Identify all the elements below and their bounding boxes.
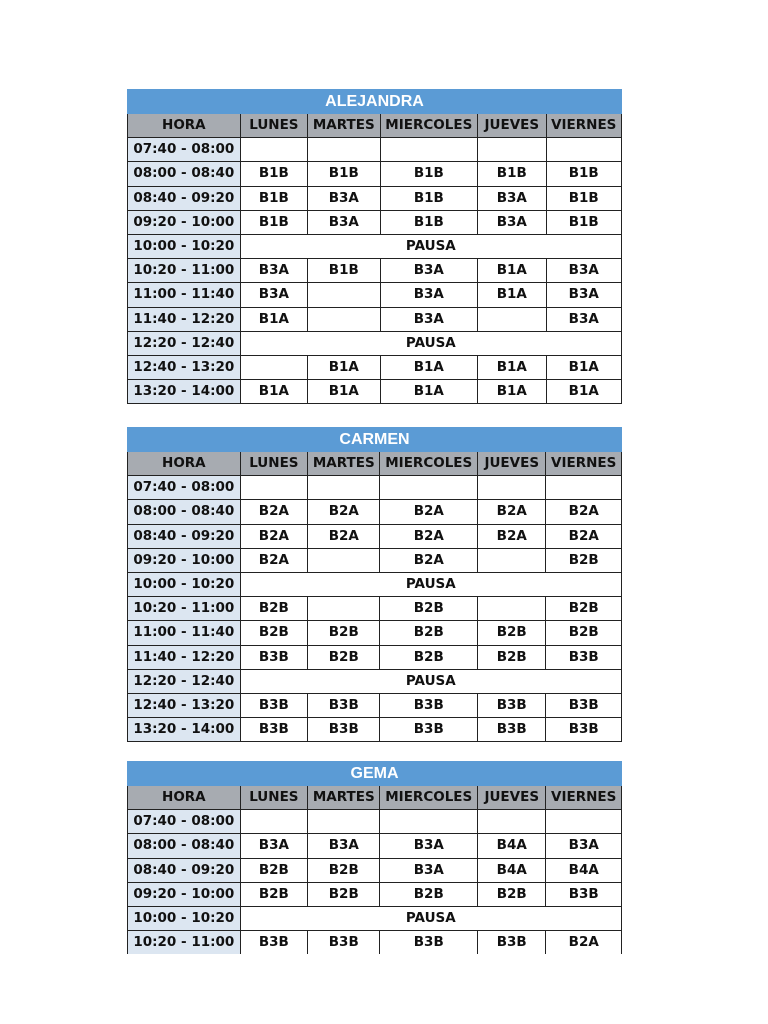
group-cell: B2B <box>240 621 307 645</box>
pause-row <box>128 331 622 355</box>
table-row <box>128 524 622 548</box>
group-cell: B2B <box>240 882 307 906</box>
group-cell: B3B <box>478 693 546 717</box>
pause-row <box>128 572 622 596</box>
time-cell: 12:40 - 13:20 <box>128 693 241 717</box>
table-title-row <box>128 762 622 786</box>
group-cell <box>546 810 622 834</box>
group-cell: B1A <box>240 380 307 404</box>
group-cell: B3B <box>308 693 380 717</box>
time-cell: 11:00 - 11:40 <box>128 283 241 307</box>
group-cell <box>546 476 622 500</box>
pause-cell: PAUSA <box>240 234 621 258</box>
pause-row <box>128 234 622 258</box>
time-cell: 11:00 - 11:40 <box>128 621 241 645</box>
column-header: MIERCOLES <box>380 452 478 476</box>
table-row <box>128 548 622 572</box>
group-cell: B4A <box>478 834 546 858</box>
group-cell: B3B <box>240 645 307 669</box>
time-cell: 12:20 - 12:40 <box>128 669 241 693</box>
table-row <box>128 355 622 379</box>
time-cell: 07:40 - 08:00 <box>128 476 241 500</box>
table-row <box>128 283 622 307</box>
group-cell: B3B <box>240 693 307 717</box>
group-cell <box>308 597 380 621</box>
group-cell: B2B <box>380 645 478 669</box>
group-cell: B1A <box>478 283 546 307</box>
time-cell: 12:40 - 13:20 <box>128 355 241 379</box>
time-cell: 10:20 - 11:00 <box>128 597 241 621</box>
time-cell: 12:20 - 12:40 <box>128 331 241 355</box>
page-cutoff <box>0 954 768 1024</box>
pause-cell: PAUSA <box>240 906 621 930</box>
column-header: VIERNES <box>546 452 622 476</box>
table-row <box>128 693 622 717</box>
group-cell: B2B <box>478 882 546 906</box>
group-cell: B2B <box>380 621 478 645</box>
pause-cell: PAUSA <box>240 572 621 596</box>
group-cell: B3B <box>240 931 307 955</box>
group-cell: B1B <box>308 162 380 186</box>
group-cell: B2B <box>478 621 546 645</box>
table-row <box>128 931 622 955</box>
group-cell: B3B <box>308 931 380 955</box>
time-cell: 08:00 - 08:40 <box>128 162 241 186</box>
time-cell: 10:00 - 10:20 <box>128 572 241 596</box>
group-cell: B2B <box>546 597 622 621</box>
group-cell: B4A <box>478 858 546 882</box>
group-cell: B3B <box>546 693 622 717</box>
group-cell: B3A <box>380 259 478 283</box>
group-cell: B1A <box>380 380 478 404</box>
group-cell: B1B <box>546 210 622 234</box>
group-cell <box>308 138 380 162</box>
group-cell: B1A <box>478 355 546 379</box>
table-row <box>128 138 622 162</box>
group-cell: B1A <box>308 380 380 404</box>
teacher-name: ALEJANDRA <box>128 90 622 114</box>
group-cell: B1B <box>478 162 546 186</box>
table-title-row <box>128 428 622 452</box>
column-header: HORA <box>128 452 241 476</box>
time-cell: 11:40 - 12:20 <box>128 307 241 331</box>
time-cell: 10:00 - 10:20 <box>128 906 241 930</box>
group-cell: B1B <box>380 210 478 234</box>
table-row <box>128 476 622 500</box>
table-row <box>128 858 622 882</box>
group-cell: B1B <box>240 162 307 186</box>
table-row <box>128 834 622 858</box>
teacher-name: CARMEN <box>128 428 622 452</box>
group-cell: B3A <box>240 283 307 307</box>
group-cell: B2A <box>380 548 478 572</box>
table-row <box>128 621 622 645</box>
time-cell: 13:20 - 14:00 <box>128 380 241 404</box>
table-row <box>128 307 622 331</box>
group-cell <box>478 548 546 572</box>
group-cell <box>478 810 546 834</box>
column-header: LUNES <box>240 452 307 476</box>
time-cell: 08:40 - 09:20 <box>128 858 241 882</box>
column-header: MARTES <box>308 114 380 138</box>
column-header: VIERNES <box>546 786 622 810</box>
group-cell: B1B <box>240 210 307 234</box>
group-cell: B2A <box>380 500 478 524</box>
column-header: LUNES <box>240 114 307 138</box>
time-cell: 10:20 - 11:00 <box>128 259 241 283</box>
time-cell: 09:20 - 10:00 <box>128 210 241 234</box>
group-cell: B3B <box>240 718 307 742</box>
group-cell <box>546 138 622 162</box>
group-cell: B3B <box>546 882 622 906</box>
group-cell: B3A <box>478 186 546 210</box>
group-cell: B1A <box>240 307 307 331</box>
column-header: MIERCOLES <box>380 114 478 138</box>
group-cell: B1B <box>308 259 380 283</box>
group-cell: B2B <box>240 858 307 882</box>
group-cell: B3A <box>546 834 622 858</box>
group-cell <box>308 476 380 500</box>
column-header: LUNES <box>240 786 307 810</box>
group-cell: B1B <box>546 186 622 210</box>
pause-cell: PAUSA <box>240 669 621 693</box>
group-cell <box>308 283 380 307</box>
group-cell <box>478 476 546 500</box>
table-row <box>128 718 622 742</box>
group-cell: B3A <box>240 834 307 858</box>
pause-cell: PAUSA <box>240 331 621 355</box>
pause-row <box>128 669 622 693</box>
time-cell: 13:20 - 14:00 <box>128 718 241 742</box>
pause-row <box>128 906 622 930</box>
header-row <box>128 786 622 810</box>
group-cell <box>240 476 307 500</box>
group-cell: B2B <box>308 882 380 906</box>
group-cell: B2B <box>546 548 622 572</box>
column-header: JUEVES <box>478 452 546 476</box>
group-cell: B3B <box>478 931 546 955</box>
group-cell <box>308 307 380 331</box>
group-cell: B3A <box>240 259 307 283</box>
group-cell: B1A <box>308 355 380 379</box>
group-cell: B2A <box>380 524 478 548</box>
group-cell <box>308 548 380 572</box>
group-cell: B3B <box>380 718 478 742</box>
time-cell: 07:40 - 08:00 <box>128 810 241 834</box>
column-header: JUEVES <box>478 114 546 138</box>
group-cell <box>478 597 546 621</box>
group-cell: B1B <box>240 186 307 210</box>
group-cell: B3A <box>308 186 380 210</box>
group-cell: B3A <box>546 307 622 331</box>
column-header: MIERCOLES <box>380 786 478 810</box>
group-cell: B1A <box>478 259 546 283</box>
column-header: HORA <box>128 786 241 810</box>
group-cell: B3A <box>546 283 622 307</box>
group-cell: B2A <box>240 500 307 524</box>
group-cell: B4A <box>546 858 622 882</box>
group-cell: B2B <box>240 597 307 621</box>
time-cell: 11:40 - 12:20 <box>128 645 241 669</box>
group-cell: B3A <box>380 834 478 858</box>
group-cell <box>478 138 546 162</box>
time-cell: 10:00 - 10:20 <box>128 234 241 258</box>
column-header: JUEVES <box>478 786 546 810</box>
group-cell: B3B <box>308 718 380 742</box>
time-cell: 10:20 - 11:00 <box>128 931 241 955</box>
group-cell <box>380 138 478 162</box>
group-cell <box>308 810 380 834</box>
group-cell: B3A <box>478 210 546 234</box>
table-row <box>128 882 622 906</box>
group-cell: B2B <box>546 621 622 645</box>
schedule-table-carmen <box>127 427 622 742</box>
table-row <box>128 810 622 834</box>
group-cell <box>380 476 478 500</box>
group-cell: B1A <box>380 355 478 379</box>
group-cell: B1B <box>546 162 622 186</box>
table-row <box>128 186 622 210</box>
group-cell: B2A <box>240 524 307 548</box>
group-cell: B2A <box>240 548 307 572</box>
group-cell: B2A <box>478 500 546 524</box>
group-cell: B2A <box>546 524 622 548</box>
group-cell: B2B <box>308 621 380 645</box>
group-cell: B3A <box>546 259 622 283</box>
group-cell <box>380 810 478 834</box>
group-cell: B2A <box>546 931 622 955</box>
group-cell: B1B <box>380 162 478 186</box>
table-row <box>128 380 622 404</box>
time-cell: 08:40 - 09:20 <box>128 524 241 548</box>
group-cell: B2B <box>308 645 380 669</box>
header-row <box>128 114 622 138</box>
table-row <box>128 645 622 669</box>
group-cell: B2A <box>546 500 622 524</box>
group-cell: B3A <box>308 834 380 858</box>
group-cell: B1A <box>546 380 622 404</box>
time-cell: 09:20 - 10:00 <box>128 548 241 572</box>
group-cell <box>240 810 307 834</box>
group-cell: B3A <box>380 307 478 331</box>
table-row <box>128 500 622 524</box>
time-cell: 09:20 - 10:00 <box>128 882 241 906</box>
table-row <box>128 259 622 283</box>
group-cell: B3A <box>308 210 380 234</box>
column-header: HORA <box>128 114 241 138</box>
table-row <box>128 210 622 234</box>
time-cell: 08:00 - 08:40 <box>128 500 241 524</box>
group-cell: B3B <box>380 693 478 717</box>
group-cell: B3B <box>380 931 478 955</box>
group-cell <box>478 307 546 331</box>
group-cell: B2B <box>308 858 380 882</box>
group-cell: B2A <box>478 524 546 548</box>
time-cell: 08:40 - 09:20 <box>128 186 241 210</box>
table-row <box>128 162 622 186</box>
time-cell: 07:40 - 08:00 <box>128 138 241 162</box>
group-cell: B3B <box>546 645 622 669</box>
group-cell: B2B <box>380 882 478 906</box>
schedule-table-gema <box>127 761 622 955</box>
column-header: MARTES <box>308 786 380 810</box>
group-cell: B3A <box>380 858 478 882</box>
group-cell: B2B <box>380 597 478 621</box>
group-cell <box>240 138 307 162</box>
group-cell: B3B <box>478 718 546 742</box>
teacher-name: GEMA <box>128 762 622 786</box>
group-cell: B2A <box>308 500 380 524</box>
group-cell: B2B <box>478 645 546 669</box>
table-title-row <box>128 90 622 114</box>
group-cell: B1A <box>478 380 546 404</box>
schedule-table-alejandra <box>127 89 622 404</box>
group-cell: B3B <box>546 718 622 742</box>
time-cell: 08:00 - 08:40 <box>128 834 241 858</box>
group-cell: B1B <box>380 186 478 210</box>
column-header: MARTES <box>308 452 380 476</box>
group-cell: B1A <box>546 355 622 379</box>
group-cell: B2A <box>308 524 380 548</box>
group-cell: B3A <box>380 283 478 307</box>
column-header: VIERNES <box>546 114 622 138</box>
table-row <box>128 597 622 621</box>
group-cell <box>240 355 307 379</box>
header-row <box>128 452 622 476</box>
